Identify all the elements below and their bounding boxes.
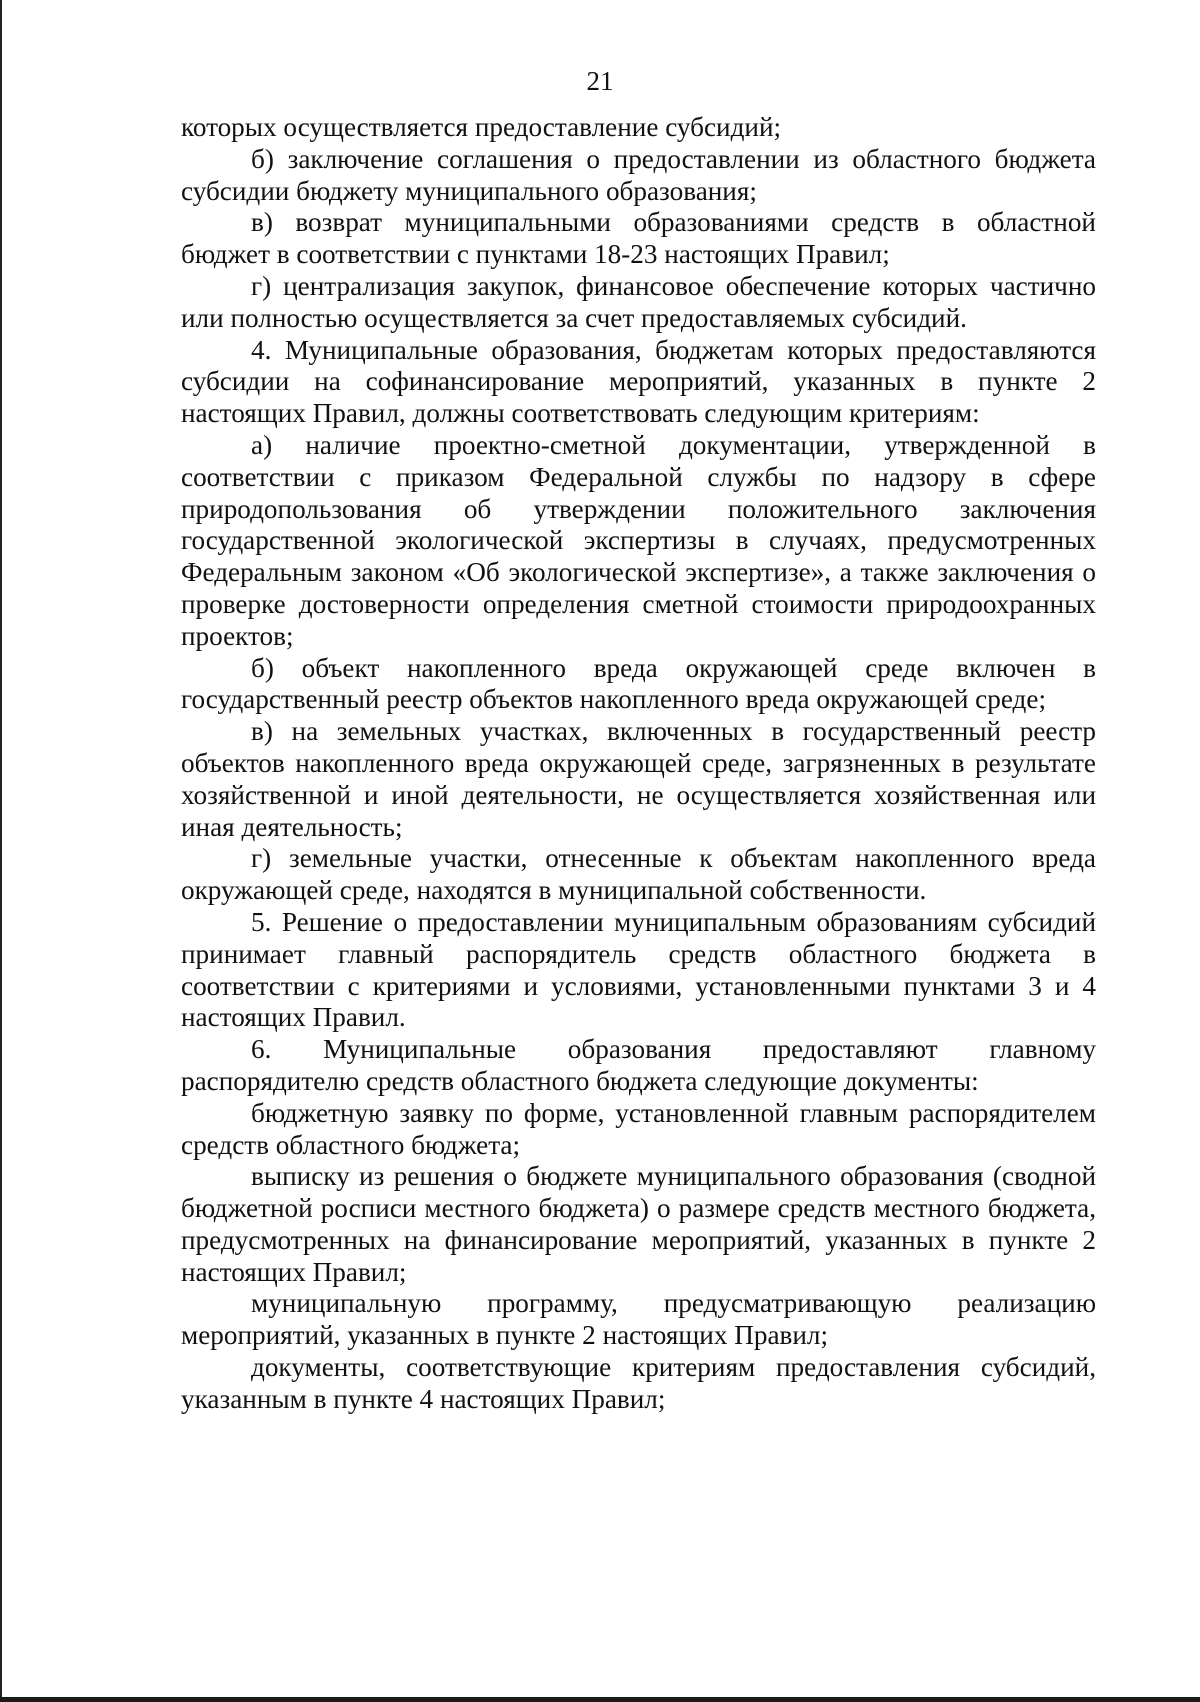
paragraph-3g: г) централизация закупок, финансовое обеспечение которых частично или полностью осуществляется за счет предоставляемых субсидий. — [181, 270, 1096, 333]
paragraph-6-item-municipal-program: муниципальную программу, предусматривающую реализацию мероприятий, указанных в пункте 2 настоящих Правил; — [181, 1288, 1096, 1351]
paragraph-6-item-application: бюджетную заявку по форме, установленной главным распорядителем средств областного бюджета; — [181, 1097, 1096, 1160]
paragraph-continuation: которых осуществляется предоставление субсидий; — [181, 112, 782, 142]
paragraph-4g: г) земельные участки, отнесенные к объектам накопленного вреда окружающей среде, находятся в муниципальной собственности. — [181, 843, 1096, 906]
document-body — [181, 112, 1096, 1416]
paragraph-6-item-criteria-documents: документы, соответствующие критериям предоставления субсидий, указанным в пункте 4 настоящих Правил; — [181, 1352, 1096, 1414]
scan-edge-left — [0, 0, 2, 1702]
paragraph-4: 4. Муниципальные образования, бюджетам которых предоставляются субсидии на софинансирование мероприятий, указанных в пункте 2 настоящих Правил, должны соответствовать следующим критериям: — [181, 334, 1096, 429]
paragraph-5: 5. Решение о предоставлении муниципальным образованиям субсидий принимает главный распорядитель средств областного бюджета в соответствии с критериями и условиями, установленными пунктами 3 и 4 настоящих Правил. — [181, 906, 1096, 1033]
page-number: 21 — [586, 66, 614, 96]
paragraph-4a: а) наличие проектно-сметной документации, утвержденной в соответствии с приказом Федеральной службы по надзору в сфере природопользования об утверждении положительного заключения государственной экологической экспертизы в случаях, предусмотренных Федеральным законом «Об экологической экспертизе», а также заключения о проверке достоверности определения сметной стоимости природоохранных проектов; — [181, 429, 1096, 651]
paragraph-3v: в) возврат муниципальными образованиями средств в областной бюджет в соответствии с пунктами 18-23 настоящих Правил; — [181, 207, 1096, 270]
paragraph-4v: в) на земельных участках, включенных в государственный реестр объектов накопленного вреда окружающей среде, загрязненных в результате хозяйственной и иной деятельности, не осуществляется хозяйственная или иная деятельность; — [181, 716, 1096, 842]
paragraph-6: 6. Муниципальные образования предоставляют главному распорядителю средств областного бюджета следующие документы: — [181, 1034, 1096, 1096]
scan-edge-bottom — [0, 1697, 1200, 1702]
paragraph-3b: б) заключение соглашения о предоставлении из областного бюджета субсидии бюджету муниципального образования; — [181, 143, 1096, 206]
paragraph-6-item-budget-extract: выписку из решения о бюджете муниципального образования (сводной бюджетной росписи местного бюджета) о размере средств местного бюджета, предусмотренных на финансирование мероприятий, указанных в пункте 2 настоящих Правил; — [181, 1161, 1096, 1287]
paragraph-4b: б) объект накопленного вреда окружающей среде включен в государственный реестр объектов накопленного вреда окружающей среде; — [181, 652, 1096, 715]
